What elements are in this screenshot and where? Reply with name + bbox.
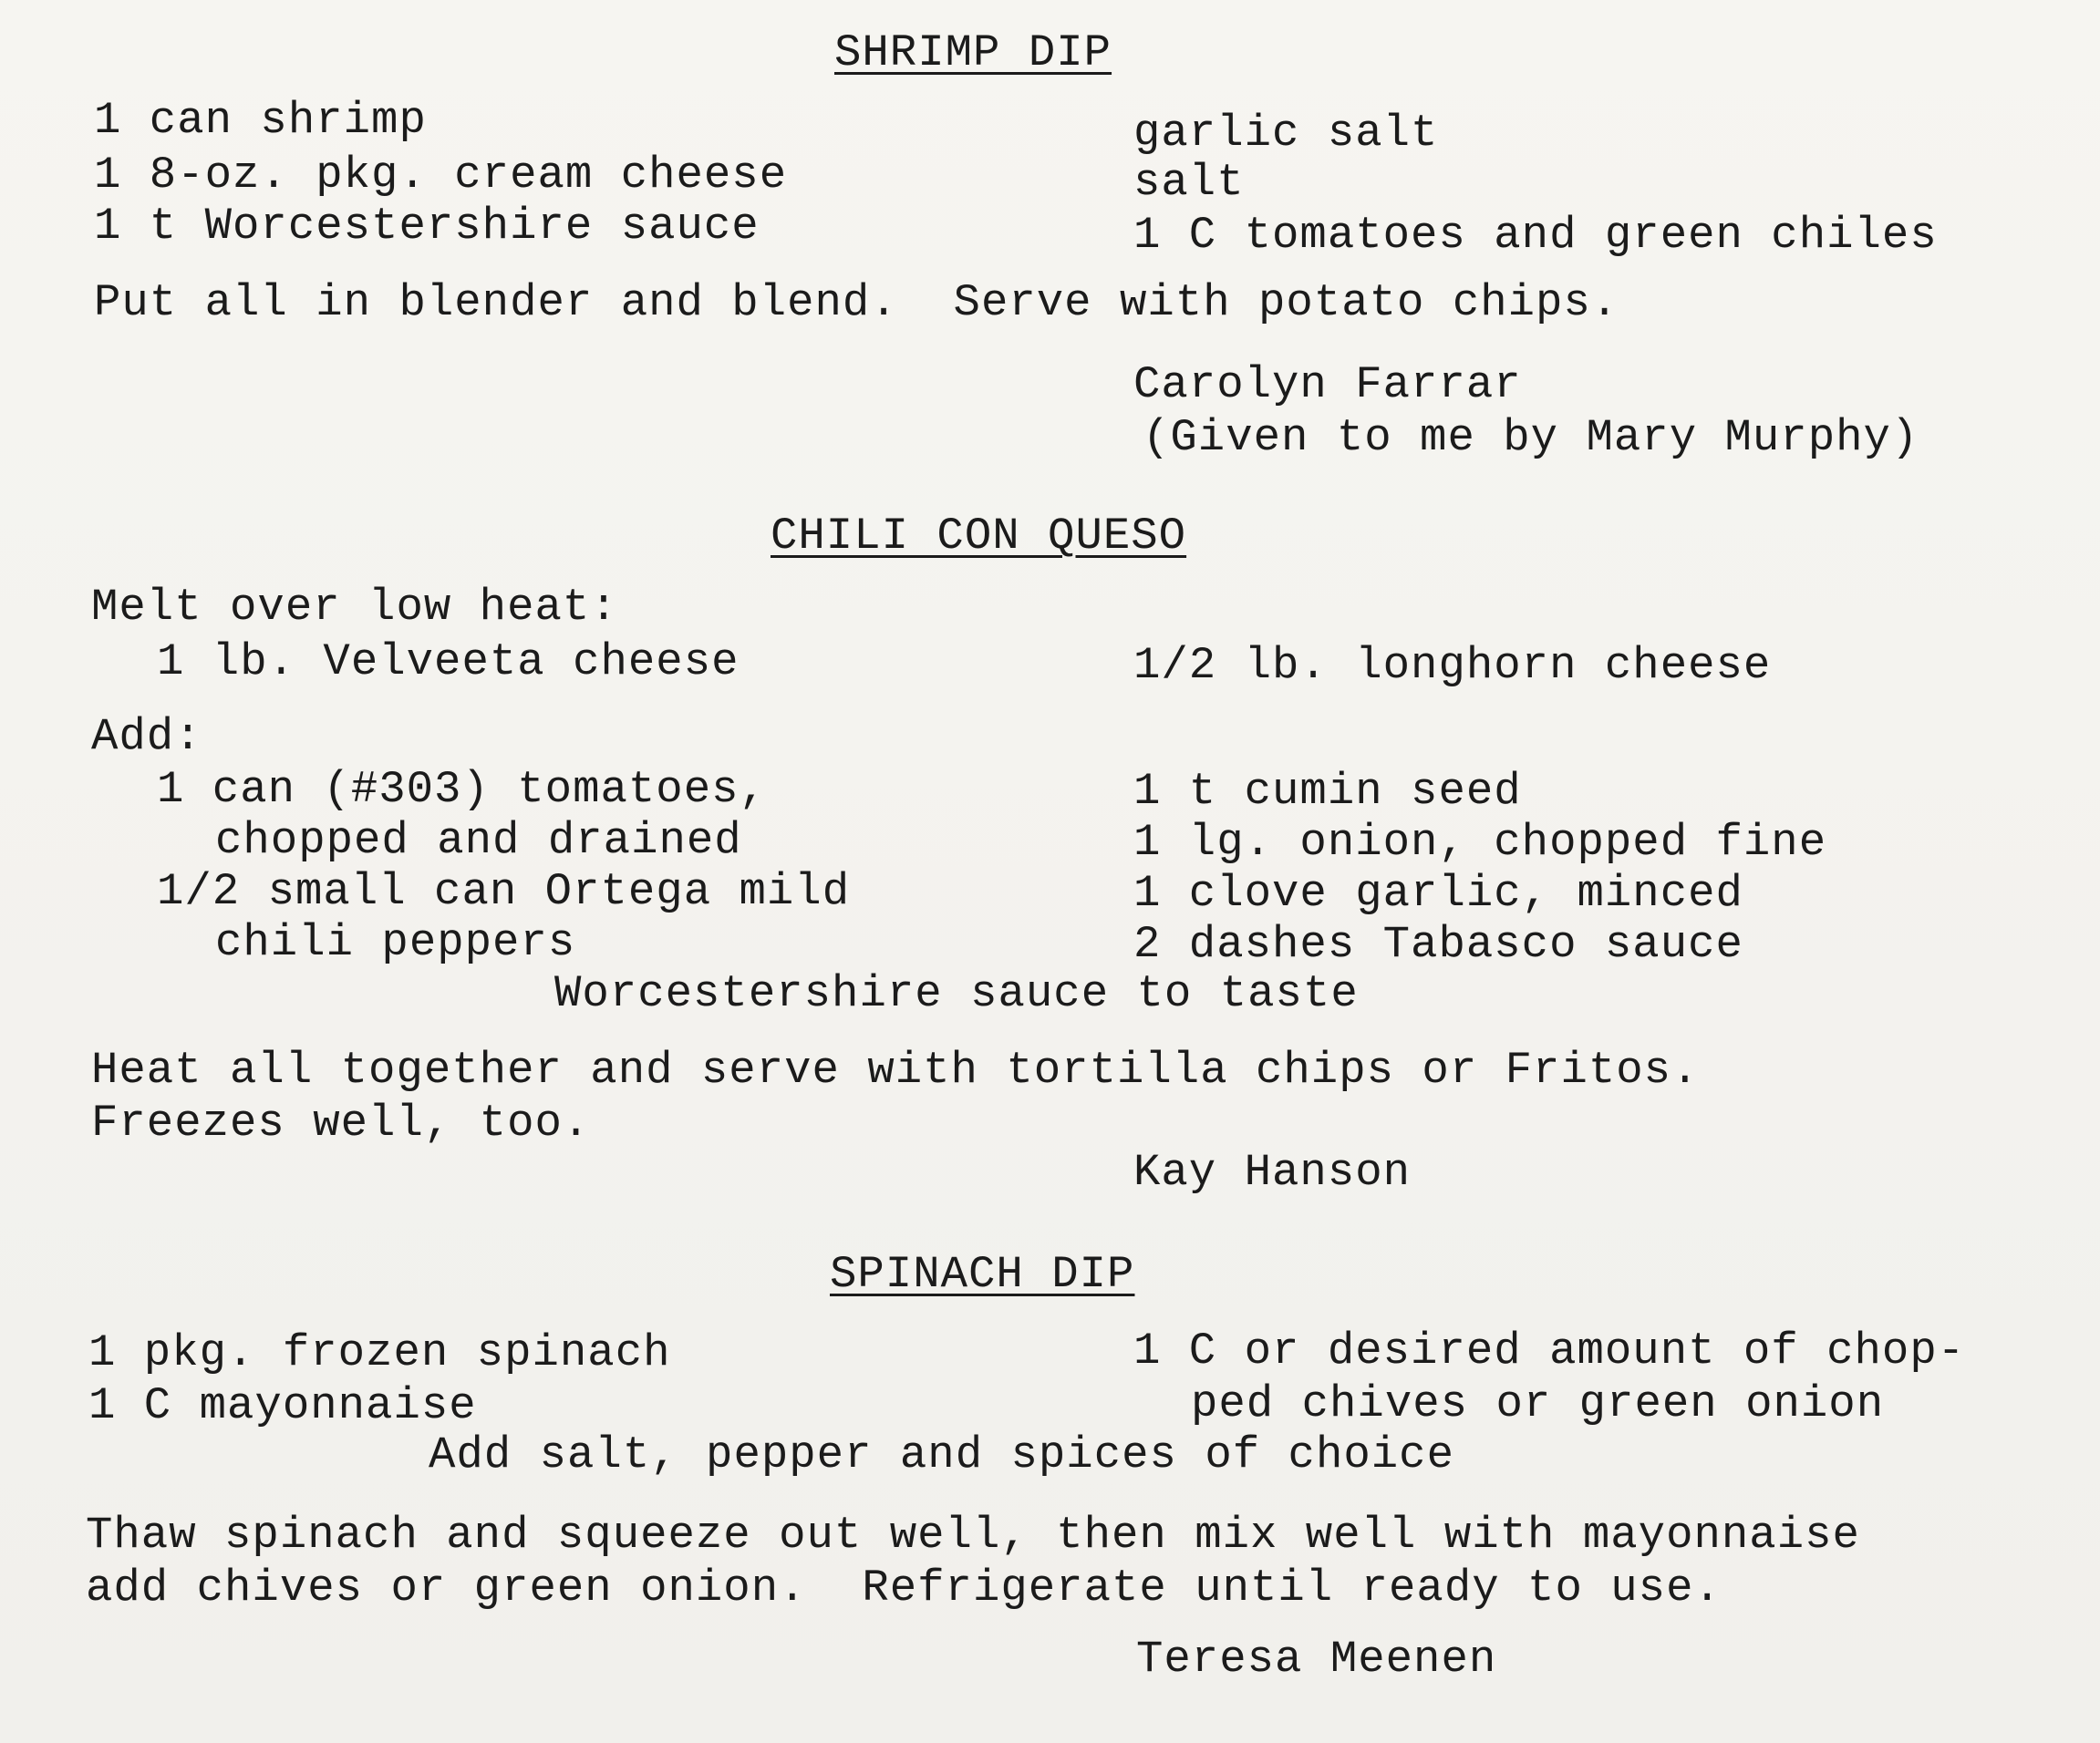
chili-ingredient: 1 lg. onion, chopped fine bbox=[1133, 817, 1827, 868]
spinach-dip-title: SPINACH DIP bbox=[830, 1249, 1135, 1300]
shrimp-ingredient: salt bbox=[1133, 157, 1245, 208]
shrimp-ingredient: 1 can shrimp bbox=[94, 95, 427, 146]
shrimp-instructions: Put all in blender and blend. Serve with potato chips. bbox=[94, 277, 1619, 328]
chili-ingredient: 2 dashes Tabasco sauce bbox=[1133, 919, 1743, 970]
chili-melt-label: Melt over low heat: bbox=[91, 582, 618, 633]
shrimp-ingredient: 1 C tomatoes and green chiles bbox=[1133, 210, 1938, 261]
chili-author: Kay Hanson bbox=[1133, 1147, 1412, 1198]
spinach-ingredient: ped chives or green onion bbox=[1191, 1378, 1885, 1429]
chili-ingredient: chopped and drained bbox=[215, 815, 742, 866]
spinach-ingredient: 1 C mayonnaise bbox=[88, 1380, 477, 1431]
chili-instructions: Freezes well, too. bbox=[91, 1098, 591, 1149]
chili-ingredient: 1 t cumin seed bbox=[1133, 766, 1522, 817]
shrimp-ingredient: 1 t Worcestershire sauce bbox=[94, 201, 760, 252]
spinach-ingredient: 1 pkg. frozen spinach bbox=[88, 1327, 671, 1378]
chili-instructions: Heat all together and serve with tortilla chips or Fritos. bbox=[91, 1045, 1700, 1096]
spinach-center-line: Add salt, pepper and spices of choice bbox=[429, 1429, 1454, 1480]
shrimp-ingredient: 1 8-oz. pkg. cream cheese bbox=[94, 150, 788, 201]
spinach-instructions: add chives or green onion. Refrigerate until ready to use. bbox=[86, 1563, 1722, 1614]
chili-center-line: Worcestershire sauce to taste bbox=[554, 968, 1359, 1019]
chili-ingredient: 1 clove garlic, minced bbox=[1133, 868, 1743, 919]
shrimp-ingredient: garlic salt bbox=[1133, 108, 1439, 159]
chili-ingredient: 1 can (#303) tomatoes, bbox=[157, 764, 767, 815]
chili-ingredient: 1 lb. Velveeta cheese bbox=[157, 636, 740, 687]
spinach-ingredient: 1 C or desired amount of chop- bbox=[1133, 1325, 1966, 1377]
chili-ingredient: chili peppers bbox=[215, 917, 576, 968]
shrimp-dip-title: SHRIMP DIP bbox=[834, 27, 1112, 78]
chili-ingredient: 1/2 lb. longhorn cheese bbox=[1133, 640, 1772, 691]
spinach-instructions: Thaw spinach and squeeze out well, then mix well with mayonnaise bbox=[86, 1510, 1860, 1561]
shrimp-author: Carolyn Farrar bbox=[1133, 359, 1522, 410]
chili-con-queso-title: CHILI CON QUESO bbox=[771, 511, 1187, 562]
shrimp-author-note: (Given to me by Mary Murphy) bbox=[1143, 412, 1919, 463]
spinach-author: Teresa Meenen bbox=[1136, 1634, 1497, 1685]
chili-add-label: Add: bbox=[91, 711, 202, 762]
chili-ingredient: 1/2 small can Ortega mild bbox=[157, 866, 851, 917]
